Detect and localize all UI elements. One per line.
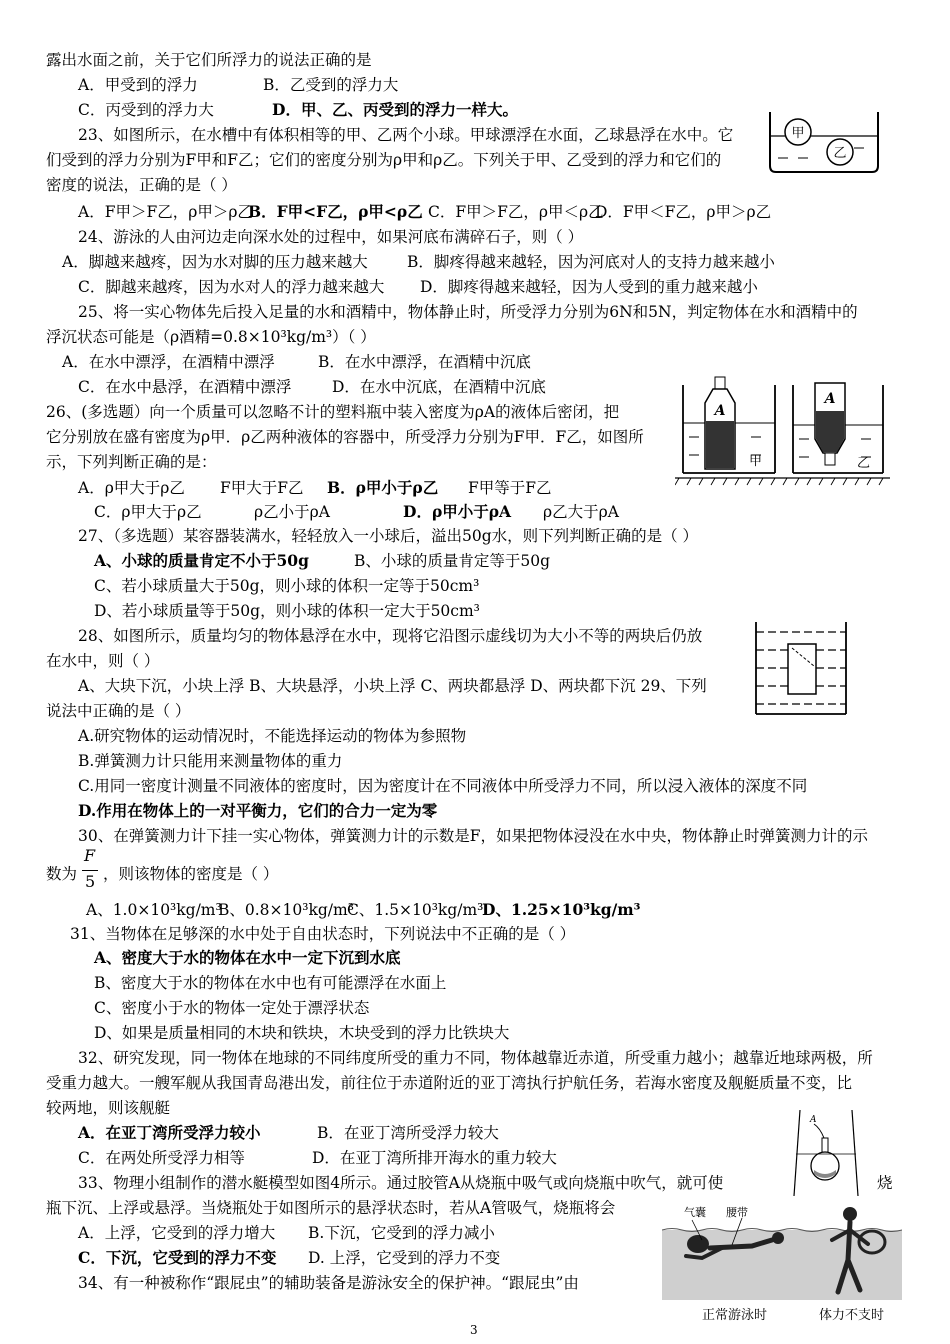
question-34: 34、有一种被称作“跟屁虫”的辅助装备是游泳安全的保护神。“跟屁虫”由 bbox=[78, 1274, 579, 1292]
option: A．在水中漂浮，在酒精中漂浮 bbox=[62, 353, 275, 371]
text-line: 受重力越大。一艘军舰从我国青岛港出发，前往位于赤道附近的亚丁湾执行护航任务，若海水密度及舰艇质量不变，比 bbox=[46, 1074, 853, 1092]
bottle-label: A bbox=[714, 403, 726, 419]
label-airbag: 气囊 bbox=[684, 1206, 706, 1219]
option: C、1.5×10³kg/m³ bbox=[347, 901, 484, 919]
option: B．乙受到的浮力大 bbox=[263, 76, 399, 94]
option: B、密度大于水的物体在水中也有可能漂浮在水面上 bbox=[94, 974, 447, 992]
caption-normal-swimming: 正常游泳时 bbox=[702, 1308, 768, 1323]
page-number: 3 bbox=[470, 1323, 478, 1337]
text-line: 它分别放在盛有密度为ρ甲．ρ乙两种液体的容器中，所受浮力分别为F甲．F乙，如图所 bbox=[46, 428, 644, 446]
option: C．在水中悬浮，在酒精中漂浮 bbox=[78, 378, 292, 396]
question-32: 32、研究发现，同一物体在地球的不同纬度所受的重力不同，物体越靠近赤道，所受重力越小；越靠近地球两极，所 bbox=[78, 1049, 873, 1067]
figure-28-tank bbox=[752, 620, 852, 718]
question-31: 31、当物体在足够深的水中处于自由状态时，下列说法中不正确的是（ ） bbox=[70, 925, 576, 943]
question-33: 33、物理小组制作的潜水艇模型如图4所示。通过胶管A从烧瓶中吸气或向烧瓶中吹气，就可使 bbox=[78, 1174, 724, 1192]
option: D．脚疼得越来越轻，因为人受到的重力越来越小 bbox=[420, 278, 758, 296]
question-24: 24、游泳的人由河边走向深水处的过程中，如果河底布满碎石子，则（ ） bbox=[78, 228, 584, 246]
bottle-label: A bbox=[824, 391, 836, 407]
text-line: 数为 bbox=[46, 865, 78, 883]
option: B．脚疼得越来越轻，因为河底对人的支持力越来越小 bbox=[407, 253, 775, 271]
option: C．脚越来越疼，因为水对人的浮力越来越大 bbox=[78, 278, 385, 296]
fraction-denominator: 5 bbox=[85, 872, 96, 891]
fraction-bar bbox=[82, 870, 98, 871]
text-line: ，则该物体的密度是（ ） bbox=[103, 865, 279, 883]
text-line: 露出水面之前，关于它们所浮力的说法正确的是 bbox=[46, 51, 372, 69]
option: B．在水中漂浮，在酒精中沉底 bbox=[318, 353, 531, 371]
text-line: 说法中正确的是（ ） bbox=[46, 702, 191, 720]
text-line: 密度的说法，正确的是（ ） bbox=[46, 176, 237, 194]
text-line: 示，下列判断正确的是： bbox=[46, 453, 217, 471]
ball-label: 乙 bbox=[833, 146, 847, 161]
option: ρ乙大于ρA bbox=[543, 503, 619, 521]
option: A、密度大于水的物体在水中一定下沉到水底 bbox=[94, 948, 401, 967]
option: D. 上浮，它受到的浮力不变 bbox=[308, 1249, 501, 1267]
tube-label: A bbox=[810, 1115, 817, 1125]
option: D.作用在物体上的一对平衡力，它们的合力一定为零 bbox=[78, 801, 438, 820]
question-28: 28、如图所示，质量均匀的物体悬浮在水中，现将它沿图示虚线切为大小不等的两块后仍放 bbox=[78, 627, 703, 645]
option: D．在亚丁湾所排开海水的重力较大 bbox=[312, 1149, 557, 1167]
text-line: 瓶下沉、上浮或悬浮。当烧瓶处于如图所示的悬浮状态时，若从A管吸气，烧瓶将会 bbox=[46, 1199, 616, 1217]
option: D、如果是质量相同的木块和铁块，木块受到的浮力比铁块大 bbox=[94, 1024, 510, 1042]
figure-26-bottles bbox=[675, 375, 890, 490]
fraction-numerator: F bbox=[84, 846, 96, 865]
option: A、小球的质量肯定不小于50g bbox=[94, 551, 309, 570]
option: D．甲、乙、丙受到的浮力一样大。 bbox=[272, 100, 518, 119]
option: C．在两处所受浮力相等 bbox=[78, 1149, 245, 1167]
option: D．在水中沉底，在酒精中沉底 bbox=[332, 378, 546, 396]
label-belt: 腰带 bbox=[726, 1206, 748, 1219]
option: C、若小球质量大于50g，则小球的体积一定等于50cm³ bbox=[94, 577, 480, 595]
container-label: 乙 bbox=[857, 456, 871, 471]
question-30: 30、在弹簧测力计下挂一实心物体，弹簧测力计的示数是F，如果把物体浸没在水中央，物体静止时弹簧测力计的示 bbox=[78, 827, 868, 845]
option: A．F甲＞F乙，ρ甲＞ρ乙 bbox=[78, 203, 253, 221]
option: B、0.8×10³kg/m³ bbox=[218, 901, 354, 919]
option: B.下沉，它受到的浮力减小 bbox=[308, 1224, 495, 1242]
option: A．脚越来越疼，因为水对脚的压力越来越大 bbox=[62, 253, 368, 271]
option: B．F甲<F乙，ρ甲<ρ乙 bbox=[248, 202, 423, 221]
option: C．下沉，它受到的浮力不变 bbox=[78, 1248, 277, 1267]
ball-label: 甲 bbox=[791, 126, 805, 141]
figure-33-flask bbox=[790, 1108, 862, 1198]
option: A．上浮，它受到的浮力增大 bbox=[78, 1224, 276, 1242]
option: C．丙受到的浮力大 bbox=[78, 101, 214, 119]
option: C.用同一密度计测量不同液体的密度时，因为密度计在不同液体中所受浮力不同，所以浸入液体的深度不同 bbox=[78, 777, 808, 795]
option: A、1.0×10³kg/m³ bbox=[86, 901, 222, 919]
figure-34-swimmers bbox=[662, 1200, 902, 1325]
question-25: 25、将一实心物体先后投入足量的水和酒精中，物体静止时，所受浮力分别为6N和5N，判定物体在水和酒精中的 bbox=[78, 303, 858, 321]
option: D、若小球质量等于50g，则小球的体积一定大于50cm³ bbox=[94, 602, 480, 620]
option: B．在亚丁湾所受浮力较大 bbox=[317, 1124, 499, 1142]
suspended-block bbox=[788, 644, 816, 694]
option: D．F甲＜F乙，ρ甲＞ρ乙 bbox=[595, 203, 772, 221]
option: F甲等于F乙 bbox=[468, 479, 552, 497]
option: C．ρ甲大于ρ乙 bbox=[94, 503, 202, 521]
text-line: 在水中，则（ ） bbox=[46, 652, 160, 670]
option: ρ乙小于ρA bbox=[254, 503, 330, 521]
option: A．在亚丁湾所受浮力较小 bbox=[78, 1123, 261, 1142]
option: A．ρ甲大于ρ乙 bbox=[78, 479, 185, 497]
text-line: 较两地，则该舰艇 bbox=[46, 1099, 171, 1117]
question-27: 27、（多选题）某容器装满水，轻轻放入一小球后，溢出50g水，则下列判断正确的是（ ） bbox=[78, 527, 699, 545]
option: B．ρ甲小于ρ乙 bbox=[327, 478, 439, 497]
text-line: 烧 bbox=[877, 1174, 893, 1192]
option: A.研究物体的运动情况时，不能选择运动的物体为参照物 bbox=[78, 727, 467, 745]
option: B、小球的质量肯定等于50g bbox=[354, 552, 551, 570]
question-23: 23、如图所示，在水槽中有体积相等的甲、乙两个小球。甲球漂浮在水面，乙球悬浮在水中。它 bbox=[78, 126, 734, 144]
airbag-icon bbox=[687, 1235, 709, 1253]
container-label: 甲 bbox=[749, 454, 763, 469]
figure-23-tank bbox=[764, 110, 884, 175]
caption-exhausted: 体力不支时 bbox=[819, 1308, 885, 1323]
question-26: 26、(多选题）向一个质量可以忽略不计的塑料瓶中装入密度为ρA的液体后密闭，把 bbox=[46, 403, 620, 421]
option: C、密度小于水的物体一定处于漂浮状态 bbox=[94, 999, 370, 1017]
option: D．ρ甲小于ρA bbox=[403, 502, 512, 521]
text-line: 们受到的浮力分别为F甲和F乙；它们的密度分别为ρ甲和ρ乙。下列关于甲、乙受到的浮力和它们的 bbox=[46, 151, 722, 169]
option: B.弹簧测力计只能用来测量物体的重力 bbox=[78, 752, 343, 770]
option: C．F甲＞F乙，ρ甲＜ρ乙 bbox=[428, 203, 604, 221]
option: F甲大于F乙 bbox=[220, 479, 304, 497]
text-line: A、大块下沉，小块上浮 B、大块悬浮，小块上浮 C、两块都悬浮 D、两块都下沉 29、下列 bbox=[78, 677, 707, 695]
option: D、1.25×10³kg/m³ bbox=[482, 900, 641, 919]
option: A．甲受到的浮力 bbox=[78, 76, 198, 94]
text-line: 浮沉状态可能是（ρ酒精=0.8×10³kg/m³）（ ） bbox=[46, 328, 376, 346]
